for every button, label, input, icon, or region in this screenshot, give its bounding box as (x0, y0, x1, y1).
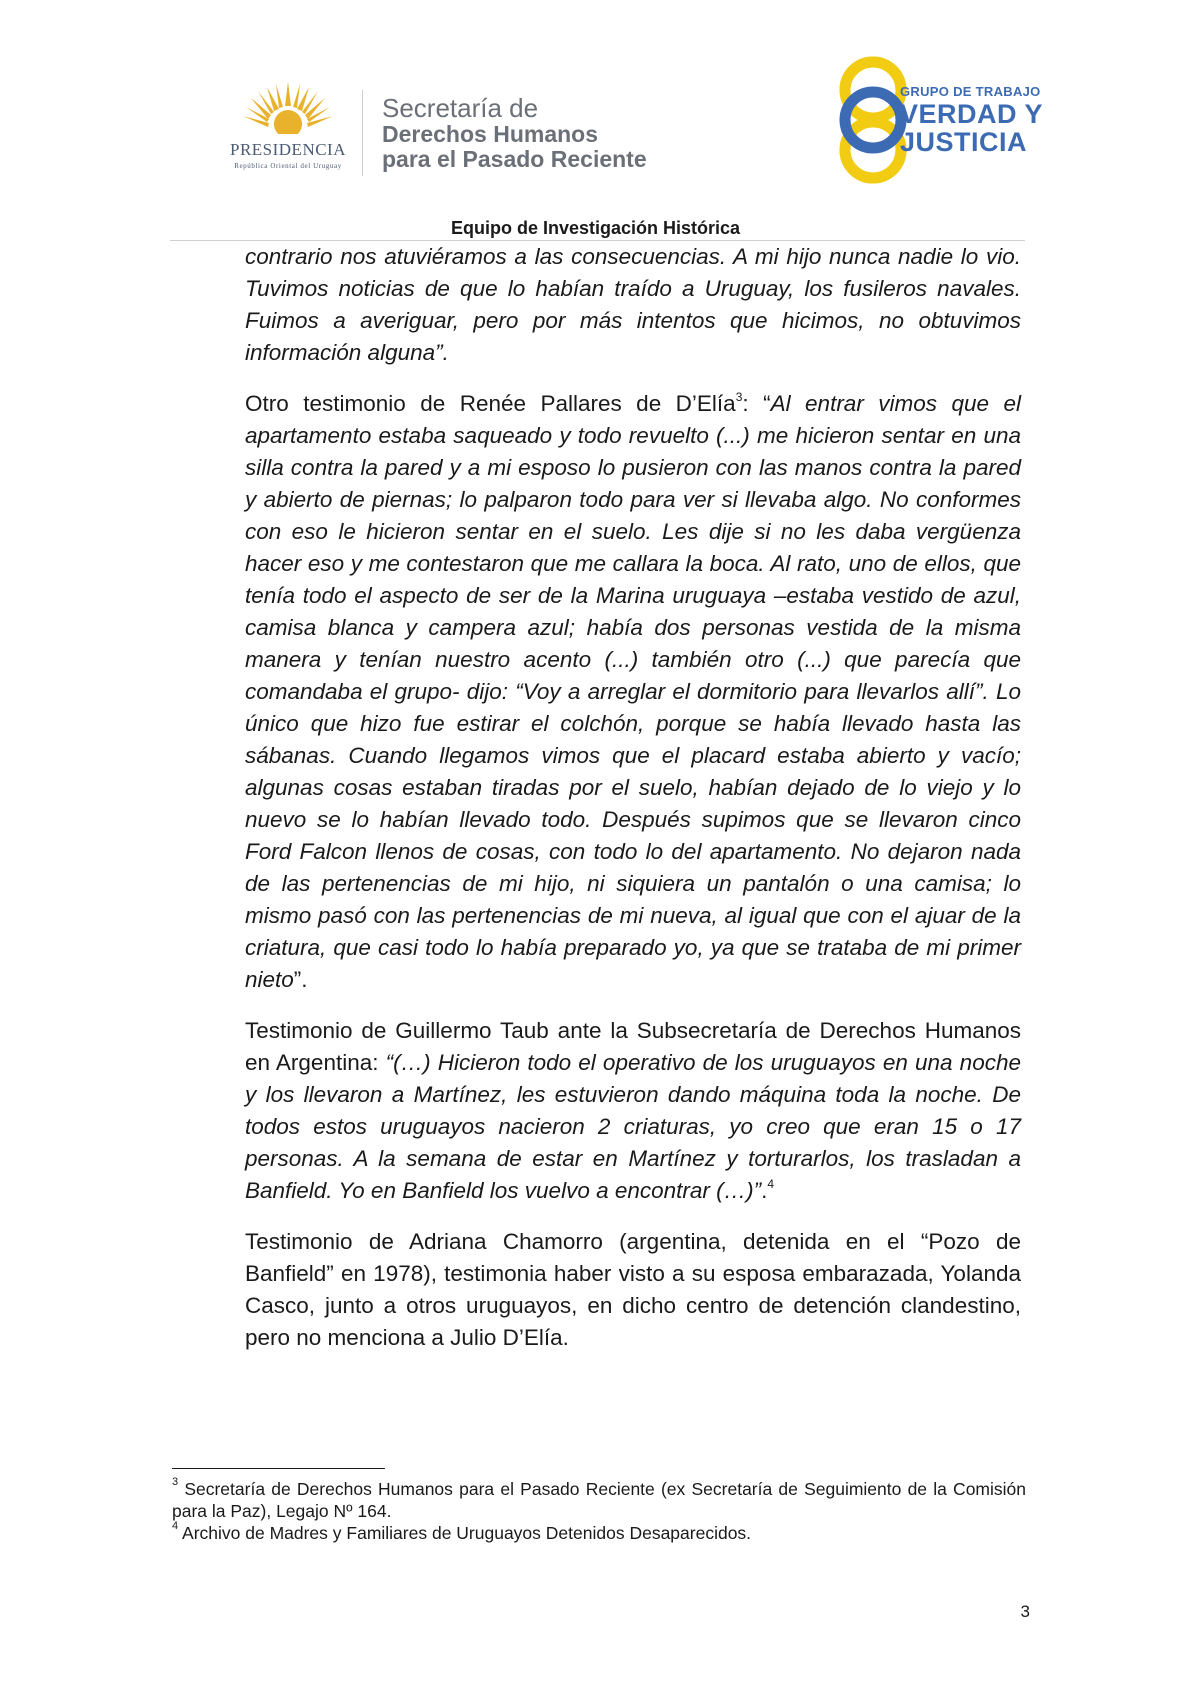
footnote-3 (172, 1478, 1026, 1522)
paragraph-4: Testimonio de Adriana Chamorro (argentina, detenida en el “Pozo de Banfield” en 1978), testimonia haber visto a su esposa embarazada, Yolanda Casco, junto a otros uruguayos, en dicho centro de detención clandestino, pero no menciona a Julio D’Elía. (245, 1229, 1021, 1350)
page-header (0, 0, 1191, 240)
paragraph-2 (245, 388, 1021, 996)
paragraph-1 (245, 241, 1021, 369)
paragraph-2-colon: : “ (742, 391, 771, 416)
header-divider (362, 90, 363, 176)
team-title: Equipo de Investigación Histórica (450, 218, 741, 238)
footnote-ref-4[interactable]: 4 (767, 1176, 775, 1191)
footnote-rule (172, 1468, 385, 1469)
document-body (245, 241, 1021, 1373)
footnote-4-number: 4 (172, 1520, 179, 1533)
footnote-3-number: 3 (172, 1476, 179, 1489)
presidencia-wordmark: PRESIDENCIA (229, 140, 346, 159)
paragraph-3-end: . (761, 1178, 768, 1203)
presidencia-logo (208, 82, 368, 182)
paragraph-2-end: ”. (293, 967, 308, 992)
paragraph-1-quote: contrario nos atuviéramos a las consecuencias. A mi hijo nunca nadie lo vio. Tuvimos noticias de que lo habían traído a Uruguay, los fusileros navales. Fuimos a averiguar, pero por más intentos que hicimos, no obtuvimos información alguna”. (245, 244, 1021, 365)
secretaria-line-1: Secretaría de (382, 93, 539, 123)
secretaria-wordmark (382, 94, 742, 172)
footnote-4-text: Archivo de Madres y Familiares de Uruguayos Detenidos Desaparecidos. (178, 1523, 752, 1543)
paragraph-3 (245, 1015, 1021, 1207)
sun-logo-icon (243, 82, 333, 138)
vyj-line-1: VERDAD Y (900, 99, 1044, 129)
presidencia-subtitle: República Oriental del Uruguay (234, 162, 342, 170)
footnote-4 (172, 1522, 1026, 1544)
footnote-3-text: Secretaría de Derechos Humanos para el Pasado Reciente (ex Secretaría de Seguimiento de la Comisión para la Paz), Legajo Nº 164. (172, 1479, 1026, 1521)
paragraph-3-quote: “(…) Hicieron todo el operativo de los uruguayos en una noche y los llevaron a Martínez, les estuvieron dando máquina toda la noche. De todos estos uruguayos nacieron 2 criaturas, yo creo que eran 15 o 17 personas. A la semana de estar en Martínez y torturarlos, los trasladan a Banfield. Yo en Banfield los vuelvo a encontrar (…)” (245, 1050, 1021, 1203)
secretaria-line-3: para el Pasado Reciente (382, 146, 647, 172)
footnotes (172, 1478, 1026, 1544)
paragraph-2-lead: Otro testimonio de Renée Pallares de D’Elía (245, 391, 736, 416)
verdad-justicia-wordmark (900, 84, 1080, 156)
paragraph-3-lead: Testimonio de Guillermo Taub ante la Subsecretaría de Derechos Humanos en Argentina: (245, 1018, 1021, 1075)
vyj-line-2: JUSTICIA (900, 127, 1028, 157)
paragraph-2-quote: Al entrar vimos que el apartamento estaba saqueado y todo revuelto (...) me hicieron sentar en una silla contra la pared y a mi esposo lo pusieron con las manos contra la pared y abierto de piernas; lo palparon todo para ver si llevaba algo. No conformes con eso le hicieron sentar en el suelo. Les dije si no les daba vergüenza hacer eso y me contestaron que me callara la boca. Al rato, uno de ellos, que tenía todo el aspecto de ser de la Marina uruguaya –estaba vestido de azul, camisa blanca y campera azul; había dos personas vestida de la misma manera y tenían nuestro acento (...) también otro (...) que parecía que comandaba el grupo- dijo: “Voy a arreglar el dormitorio para llevarlos allí”. Lo único que hizo fue estirar el colchón, porque se había llevado hasta las sábanas. Cuando llegamos vimos que el placard estaba abierto y vacío; algunas cosas estaban tiradas por el suelo, habían dejado de lo viejo y lo nuevo se lo habían llevado todo. Después supimos que se llevaron cinco Ford Falcon llenos de cosas, con todo lo del apartamento. No dejaron nada de las pertenencias de mi hijo, ni siquiera un pantalón o una camisa; lo mismo pasó con las pertenencias de mi nueva, al igual que con el ajuar de la criatura, que casi todo lo había preparado yo, ya que se trataba de mi primer nieto (245, 391, 1021, 992)
page-number: 3 (1020, 1602, 1030, 1621)
vyj-small-label: GRUPO DE TRABAJO (900, 84, 1041, 99)
footnote-ref-3[interactable]: 3 (735, 389, 743, 404)
secretaria-line-2: Derechos Humanos (382, 121, 599, 147)
